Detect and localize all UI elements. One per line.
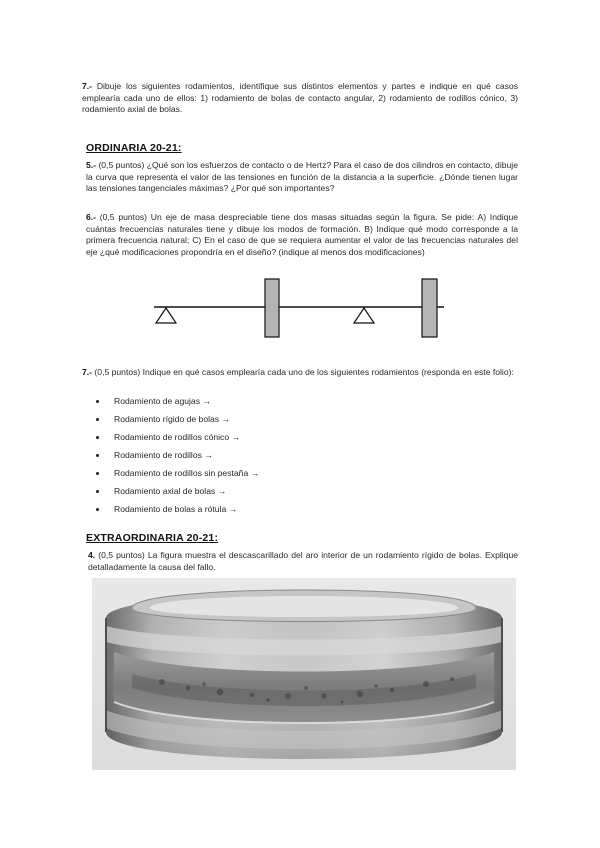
question-text: (0,5 puntos) ¿Qué son los esfuerzos de contacto o de Hertz? Para el caso de dos cilindros en contacto, dibuje la curva que representa el valor de las tensiones en función de la distancia a la superficie. ¿Dónde tienen lugar las tensiones tangenciales máximas? ¿Por qué son importantes? [86, 160, 518, 194]
question-5 [86, 160, 518, 195]
question-number: 5.- [86, 160, 97, 170]
middle-support [354, 308, 374, 323]
bearing-list [94, 396, 394, 522]
list-item: Rodamiento de rodillos → [94, 450, 394, 468]
list-item: Rodamiento de bolas a rótula → [94, 504, 394, 522]
question-number: 7.- [82, 81, 93, 91]
mass-left [265, 279, 279, 337]
list-item: Rodamiento de agujas → [94, 396, 394, 414]
question-text: Dibuje los siguientes rodamientos, identifique sus distintos elementos y partes e indique en qué casos emplearía cada uno de ellos: 1) rodamiento de bolas de contacto angular, 2) rodamiento de rodillos cónico, 3) rodamiento axial de bolas. [82, 81, 519, 115]
section-heading-ordinaria: ORDINARIA 20-21: [86, 142, 182, 154]
left-support [156, 308, 176, 323]
shaft-masses-diagram [140, 278, 450, 340]
section-heading-extraordinaria: EXTRAORDINARIA 20-21: [86, 532, 219, 544]
question-4 [88, 550, 518, 573]
question-7 [82, 367, 518, 379]
question-text: (0,5 puntos) Indique en qué casos emplearía cada uno de los siguientes rodamientos (responda en este folio): [94, 367, 514, 377]
question-6 [86, 212, 518, 258]
question-number: 4. [88, 550, 96, 560]
question-text: (0,5 puntos) Un eje de masa despreciable tiene dos masas situadas según la figura. Se pide: A) Indique cuántas frecuencias naturales tiene y dibuje los modos de formación. B) Indique qué modo corresponde a la primera frecuencia natural; C) En el caso de que se requiera aumentar el valor de las frecuencias naturales del eje ¿qué modificaciones propondría en el diseño? (indique al menos dos modificaciones) [86, 212, 518, 257]
list-item: Rodamiento de rodillos sin pestaña → [94, 468, 394, 486]
question-text: (0,5 puntos) La figura muestra el descascarillado del aro interior de un rodamiento rígido de bolas. Explique detalladamente la causa del fallo. [88, 550, 519, 572]
question-7-top [82, 81, 518, 116]
list-item: Rodamiento rígido de bolas → [94, 414, 394, 432]
bearing-ring-photo [92, 578, 516, 770]
list-item: Rodamiento de rodillos cónico → [94, 432, 394, 450]
question-number: 7.- [82, 367, 93, 377]
list-item: Rodamiento axial de bolas → [94, 486, 394, 504]
mass-right [422, 279, 437, 337]
question-number: 6.- [86, 212, 97, 222]
